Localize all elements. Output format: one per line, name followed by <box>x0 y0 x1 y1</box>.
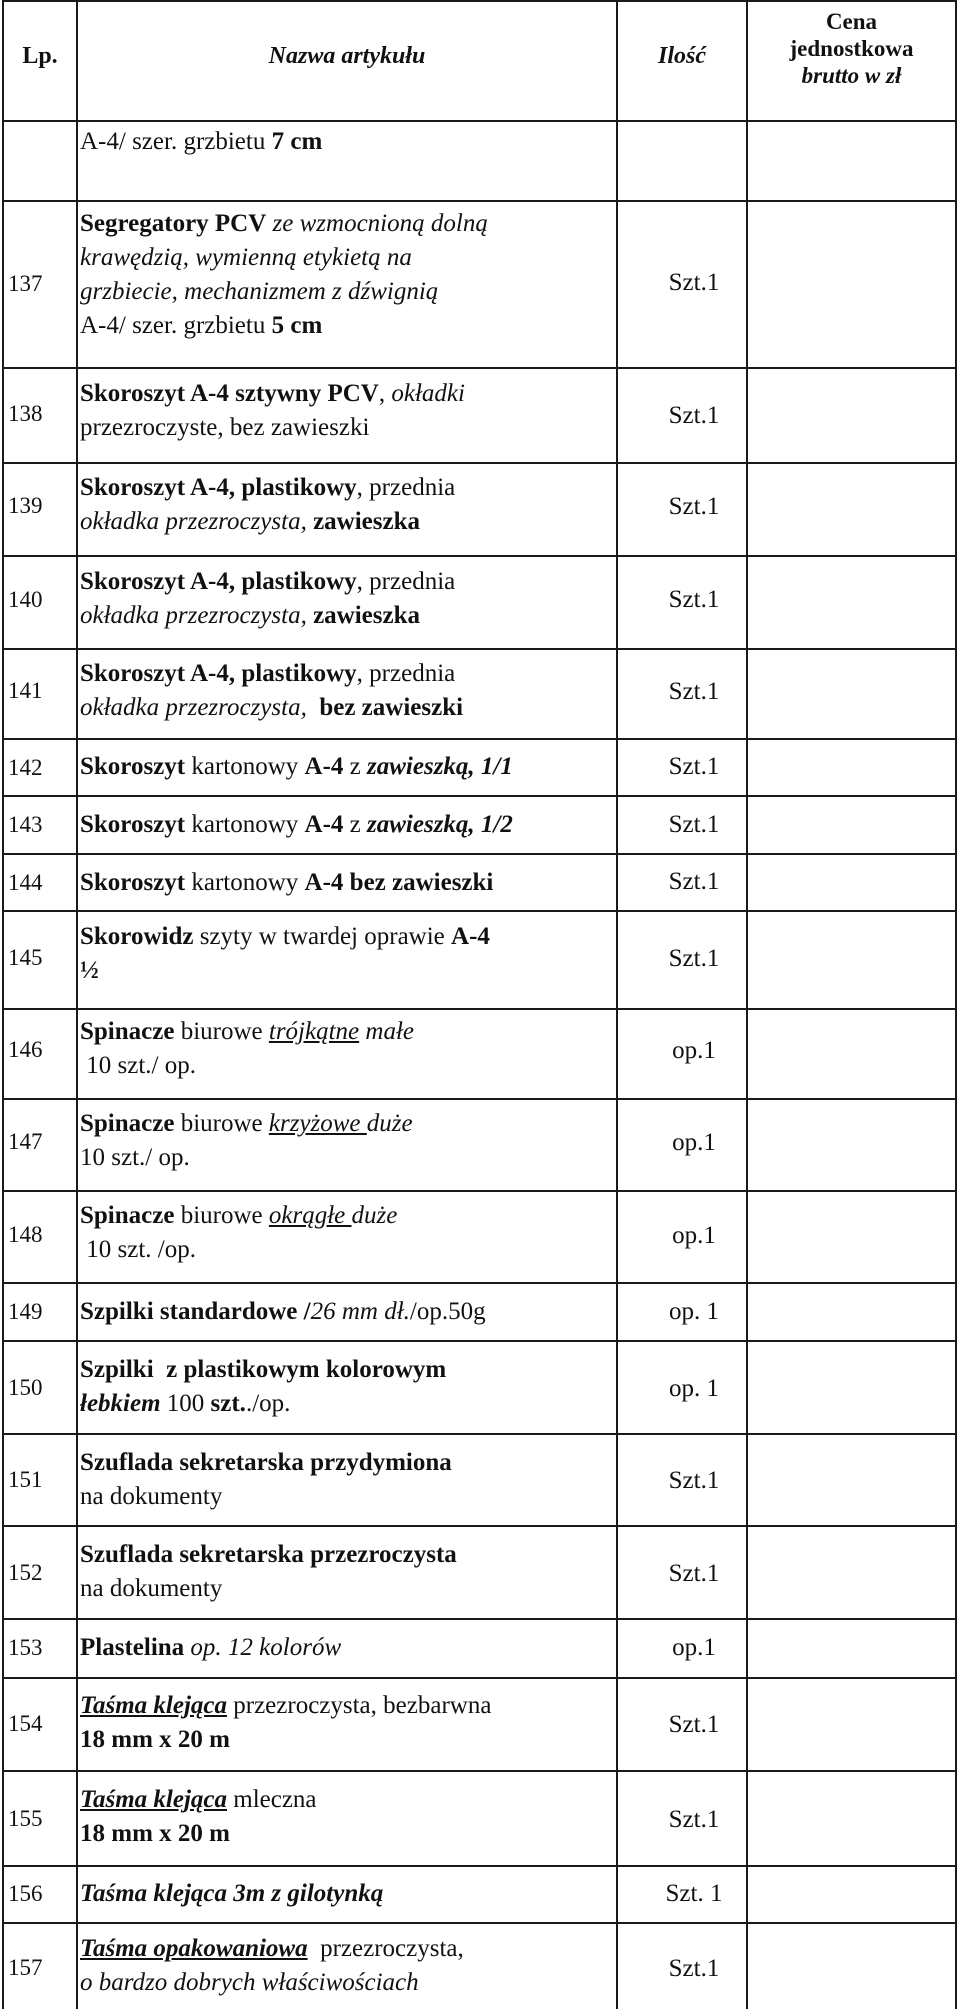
row-number: 138 <box>8 401 43 426</box>
item-name: Skoroszyt A-4, plastikowy, przednia okładka przezroczysta, bez zawieszki <box>80 660 464 721</box>
row-number: 155 <box>8 1806 43 1831</box>
row-number: 141 <box>8 678 43 703</box>
grid-line-row <box>2 1098 957 1100</box>
grid-line-row <box>2 738 957 740</box>
grid-line-row <box>2 1525 957 1527</box>
header-unit-price-line3: brutto w zł <box>801 63 902 88</box>
row-number: 142 <box>8 755 43 780</box>
item-name: Skoroszyt kartonowy A-4 z zawieszką, 1/2 <box>80 811 513 838</box>
grid-line-row <box>2 853 957 855</box>
grid-line-row <box>2 1190 957 1192</box>
row-number: 147 <box>8 1129 43 1154</box>
grid-line-row <box>2 1770 957 1772</box>
item-quantity: op. 1 <box>669 1375 719 1402</box>
grid-line-row <box>2 648 957 650</box>
item-quantity: Szt.1 <box>668 1806 720 1833</box>
item-name: Taśma opakowaniowa przezroczysta, o bardzo dobrych właściwościach <box>80 1935 464 1996</box>
row-number: 152 <box>8 1560 43 1585</box>
item-quantity: op. 1 <box>669 1298 719 1325</box>
item-quantity: Szt.1 <box>668 678 720 705</box>
row-number: 151 <box>8 1467 43 1492</box>
row-number: 156 <box>8 1881 43 1906</box>
item-quantity: Szt.1 <box>668 269 720 296</box>
row-number: 144 <box>8 870 43 895</box>
item-name: Skoroszyt kartonowy A-4 bez zawieszki <box>80 869 494 896</box>
row-number: 139 <box>8 493 43 518</box>
item-name: Skoroszyt A-4, plastikowy, przednia okładka przezroczysta, zawieszka <box>80 474 456 535</box>
row-number: 145 <box>8 945 43 970</box>
continuation-text: A-4/ szer. grzbietu 7 cm <box>80 128 323 155</box>
item-name: Skoroszyt A-4, plastikowy, przednia okładka przezroczysta, zawieszka <box>80 568 456 629</box>
item-name: Szuflada sekretarska przydymiona na dokumenty <box>80 1449 452 1510</box>
grid-line-row <box>2 555 957 557</box>
item-quantity: Szt.1 <box>668 868 720 895</box>
item-quantity: Szt.1 <box>668 1711 720 1738</box>
item-name: Spinacze biurowe okrągłe duże 10 szt. /op. <box>80 1202 398 1263</box>
item-quantity: op.1 <box>672 1037 716 1064</box>
row-number: 154 <box>8 1711 43 1736</box>
grid-line-row <box>2 367 957 369</box>
header-unit-price-line2: jednostkowa <box>789 36 914 61</box>
item-name: Szpilki standardowe /26 mm dł./op.50g <box>80 1298 486 1325</box>
item-quantity: op.1 <box>672 1634 716 1661</box>
row-number: 140 <box>8 587 43 612</box>
item-quantity: Szt.1 <box>668 586 720 613</box>
item-name: Skoroszyt A-4 sztywny PCV, okładki przezroczyste, bez zawieszki <box>80 380 465 441</box>
grid-line-row <box>2 795 957 797</box>
grid-line-row <box>2 1677 957 1679</box>
item-name: Plastelina op. 12 kolorów <box>80 1634 342 1661</box>
row-number: 149 <box>8 1299 43 1324</box>
row-number: 143 <box>8 812 43 837</box>
item-name: Taśma klejąca przezroczysta, bezbarwna 18 mm x 20 m <box>80 1692 492 1753</box>
row-number: 137 <box>8 271 43 296</box>
row-number: 150 <box>8 1375 43 1400</box>
grid-line-qty <box>746 0 748 2009</box>
item-quantity: Szt.1 <box>668 753 720 780</box>
row-number: 146 <box>8 1037 43 1062</box>
header-item-name: Nazwa artykułu <box>268 43 426 69</box>
item-quantity: Szt.1 <box>668 402 720 429</box>
grid-line-row <box>2 1618 957 1620</box>
item-quantity: Szt.1 <box>668 493 720 520</box>
grid-line-row <box>2 1282 957 1284</box>
row-number: 153 <box>8 1635 43 1660</box>
header-unit-price-line1: Cena <box>825 9 878 34</box>
grid-line-row <box>2 200 957 202</box>
item-quantity: Szt.1 <box>668 1467 720 1494</box>
item-quantity: Szt.1 <box>668 811 720 838</box>
row-number: 148 <box>8 1222 43 1247</box>
item-name: Segregatory PCV ze wzmocnioną dolną krawędzią, wymienną etykietą na grzbiecie, mechanizmem z dźwignią A-4/ szer. grzbietu 5 cm <box>80 210 488 339</box>
item-name: Spinacze biurowe krzyżowe duże 10 szt./ op. <box>80 1110 413 1171</box>
item-name: Taśma klejąca 3m z gilotynką <box>80 1880 384 1907</box>
item-name: Spinacze biurowe trójkątne małe 10 szt./ op. <box>80 1018 414 1079</box>
item-quantity: op.1 <box>672 1129 716 1156</box>
grid-line-row <box>2 462 957 464</box>
grid-line-row <box>2 1865 957 1867</box>
header-quantity: Ilość <box>658 43 706 69</box>
item-name: Skoroszyt kartonowy A-4 z zawieszką, 1/1 <box>80 753 513 780</box>
grid-line-left <box>2 0 4 2009</box>
header-unit-price <box>748 8 955 89</box>
item-quantity: Szt. 1 <box>665 1880 723 1907</box>
item-quantity: op.1 <box>672 1222 716 1249</box>
item-name: Skorowidz szyty w twardej oprawie A-4 ½ <box>80 923 490 984</box>
grid-line-row <box>2 1433 957 1435</box>
grid-line-row <box>2 1008 957 1010</box>
grid-line-right <box>955 0 957 2009</box>
grid-line-row <box>2 1340 957 1342</box>
item-quantity: Szt.1 <box>668 945 720 972</box>
row-number: 157 <box>8 1955 43 1980</box>
grid-line-row <box>2 1922 957 1924</box>
item-name: Szpilki z plastikowym kolorowym łebkiem 100 szt../op. <box>80 1356 447 1417</box>
item-quantity: Szt.1 <box>668 1955 720 1982</box>
grid-line-top <box>2 0 957 2</box>
item-quantity: Szt.1 <box>668 1560 720 1587</box>
item-name: Taśma klejąca mleczna 18 mm x 20 m <box>80 1786 317 1847</box>
header-lp: Lp. <box>22 43 58 69</box>
grid-line-lp <box>76 0 78 2009</box>
grid-line-header <box>2 120 957 122</box>
grid-line-row <box>2 910 957 912</box>
item-name: Szuflada sekretarska przezroczysta na dokumenty <box>80 1541 457 1602</box>
